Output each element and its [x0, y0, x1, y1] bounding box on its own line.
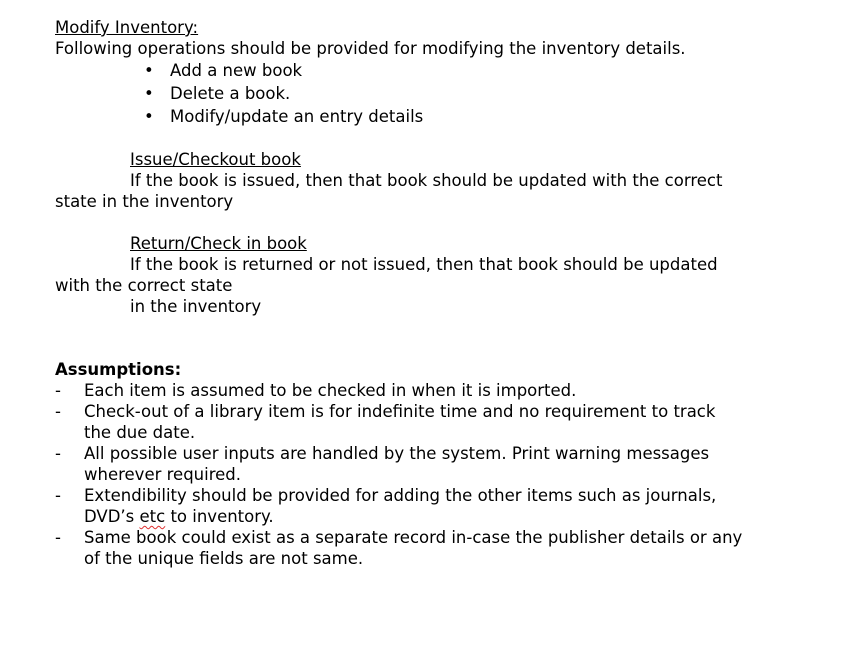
- return-heading: Return/Check in book: [130, 234, 307, 253]
- list-item: - Each item is assumed to be checked in when it is imported.: [55, 381, 577, 400]
- dash-marker: -: [55, 381, 61, 400]
- issue-text-line-2: state in the inventory: [55, 192, 234, 211]
- spellcheck-flagged-word[interactable]: etc: [139, 507, 166, 526]
- bullet-icon: •: [144, 107, 154, 126]
- issue-heading: Issue/Checkout book: [130, 150, 301, 169]
- list-item: - Check-out of a library item is for indefinite time and no requirement to track the due date.: [55, 402, 716, 442]
- bullet-icon: •: [144, 84, 154, 103]
- assumptions-heading: Assumptions:: [55, 360, 182, 379]
- bullet-icon: •: [144, 61, 154, 80]
- dash-marker: -: [55, 528, 61, 547]
- list-item: - All possible user inputs are handled by the system. Print warning messages wherever required.: [55, 444, 710, 484]
- modify-intro: Following operations should be provided for modifying the inventory details.: [55, 39, 686, 58]
- dash-marker: -: [55, 444, 61, 463]
- dash-marker: -: [55, 486, 61, 505]
- document-body: [55, 17, 815, 569]
- list-item: • Delete a book.: [144, 84, 291, 103]
- list-item: • Add a new book: [144, 61, 303, 80]
- assumptions-list: [55, 380, 815, 569]
- dash-marker: -: [55, 402, 61, 421]
- list-item: - Same book could exist as a separate record in-case the publisher details or any of the unique fields are not same.: [55, 528, 743, 568]
- return-text-line-1: If the book is returned or not issued, then that book should be updated: [130, 255, 718, 274]
- return-text-line-2: with the correct state: [55, 276, 233, 295]
- operations-list: [55, 59, 815, 128]
- modify-inventory-heading: Modify Inventory:: [55, 18, 199, 37]
- issue-text-line-1: If the book is issued, then that book should be updated with the correct: [130, 171, 723, 190]
- return-text-line-3: in the inventory: [130, 297, 262, 316]
- list-item: • Modify/update an entry details: [144, 107, 424, 126]
- list-item: - Extendibility should be provided for adding the other items such as journals, DVD’s etc to inventory.: [55, 486, 717, 526]
